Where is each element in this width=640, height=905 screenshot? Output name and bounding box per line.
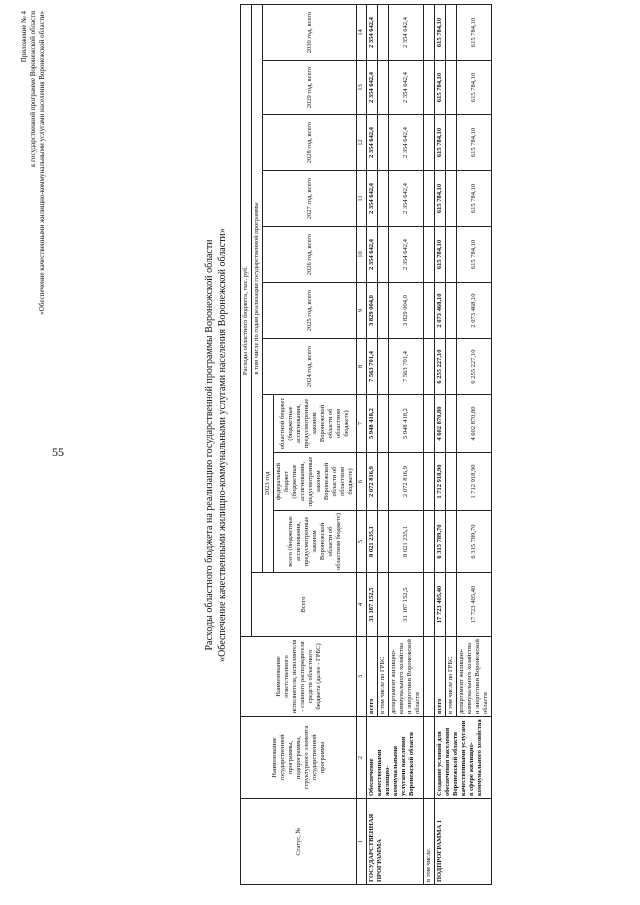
value-cell: 5 948 418,2 xyxy=(367,395,378,453)
in-that-label: в том числе: xyxy=(424,799,435,885)
value-cell: 2 072 816,9 xyxy=(367,453,378,511)
col-index: 12 xyxy=(357,115,367,171)
value-cell: 2 354 642,4 xyxy=(389,115,424,171)
value-cell: 615 784,10 xyxy=(457,227,492,283)
sp1-department-label: департамент жилищно-коммунального хозяйства и энергетики Воронежской области xyxy=(457,637,492,717)
value-cell: 4 602 870,80 xyxy=(457,395,492,453)
col-index: 11 xyxy=(357,171,367,227)
value-cell: 3 829 004,0 xyxy=(367,283,378,339)
value-cell: 2 073 468,10 xyxy=(435,283,446,339)
header-2029: 2029 год, всего xyxy=(263,61,357,115)
value-cell: 2 354 642,4 xyxy=(367,61,378,115)
appendix-number: Приложение № 4 xyxy=(20,11,28,63)
gp-grbs-label: в том числе по ГРБС xyxy=(378,637,389,717)
value-cell: 615 784,10 xyxy=(457,5,492,61)
gp-department-label: департамент жилищно-коммунального хозяйства и энергетики Воронежской области xyxy=(389,637,424,717)
col-index: 7 xyxy=(357,395,367,453)
expenses-table xyxy=(240,4,492,885)
value-cell: 6 255 227,10 xyxy=(457,339,492,395)
col-index: 9 xyxy=(357,283,367,339)
col-index: 13 xyxy=(357,61,367,115)
gp-name: Обеспечение качественными жилищно-коммунальными услугами населения Воронежской области xyxy=(367,717,424,799)
header-2023-federal: федеральный бюджет (бюджетные ассигнования, предусмотренные законом Воронежской области об областном бюджете) xyxy=(274,453,357,511)
title-line-1: Расходы областного бюджета на реализацию государственной программы Воронежской области xyxy=(204,239,215,651)
value-cell: 615 784,10 xyxy=(457,115,492,171)
value-cell: 1 712 918,90 xyxy=(457,453,492,511)
value-cell: 2 073 468,10 xyxy=(457,283,492,339)
value-cell: 31 187 152,5 xyxy=(367,573,378,637)
sp1-status: ПОДПРОГРАММА 1 xyxy=(435,799,492,885)
header-name: Наименование государственной программы, подпрограммы, структурного элемента государственной программы xyxy=(241,717,357,799)
sp1-total-label: всего xyxy=(435,637,446,717)
col-index: 5 xyxy=(357,511,367,573)
value-cell: 615 784,10 xyxy=(435,171,446,227)
table-row xyxy=(424,5,435,885)
header-by-years: в том числе по годам реализации государственной программы xyxy=(252,5,263,573)
header-2028: 2028 год, всего xyxy=(263,115,357,171)
table-row xyxy=(435,5,446,885)
header-2030: 2030 год, всего xyxy=(263,5,357,61)
appendix-note xyxy=(20,11,47,315)
value-cell: 2 354 642,4 xyxy=(389,61,424,115)
value-cell: 615 784,10 xyxy=(435,5,446,61)
column-index-row xyxy=(357,5,367,885)
sp1-grbs-label: в том числе по ГРБС xyxy=(446,637,457,717)
col-index: 1 xyxy=(357,799,367,885)
col-index: 10 xyxy=(357,227,367,283)
value-cell: 31 187 152,5 xyxy=(389,573,424,637)
appendix-program-ref: к государственной программе Воронежской области xyxy=(29,11,37,168)
value-cell: 6 315 789,70 xyxy=(435,511,446,573)
value-cell: 8 021 235,1 xyxy=(367,511,378,573)
header-2023-total: всего (бюджетные ассигнования, предусмотренные законом Воронежской области об областном бюджете) xyxy=(274,511,357,573)
value-cell: 2 354 642,4 xyxy=(389,171,424,227)
header-expenses: Расходы областного бюджета, тыс. руб. xyxy=(241,5,252,637)
value-cell: 615 784,10 xyxy=(457,61,492,115)
value-cell: 3 829 004,0 xyxy=(389,283,424,339)
value-cell: 615 784,10 xyxy=(457,171,492,227)
page-number: 55 xyxy=(52,445,64,459)
col-index: 8 xyxy=(357,339,367,395)
header-status: Статус, № xyxy=(241,799,357,885)
value-cell: 2 354 642,4 xyxy=(389,227,424,283)
value-cell: 17 723 405,40 xyxy=(457,573,492,637)
header-2024: 2024 год, всего xyxy=(263,339,357,395)
sp1-name: Создание условий для обеспечения населения Воронежской области качественными услугами в сфере жилищно-коммунального хозяйства xyxy=(435,717,492,799)
gp-total-label: всего xyxy=(367,637,378,717)
col-index: 3 xyxy=(357,637,367,717)
value-cell: 615 784,10 xyxy=(435,61,446,115)
value-cell: 6 255 227,10 xyxy=(435,339,446,395)
value-cell: 615 784,10 xyxy=(435,227,446,283)
value-cell: 6 315 789,70 xyxy=(457,511,492,573)
table-row xyxy=(367,5,378,885)
value-cell: 2 354 642,4 xyxy=(367,171,378,227)
header-2026: 2026 год, всего xyxy=(263,227,357,283)
rotated-page-content xyxy=(20,5,620,885)
value-cell: 2 354 642,4 xyxy=(367,115,378,171)
value-cell: 2 072 816,9 xyxy=(389,453,424,511)
header-2027: 2027 год, всего xyxy=(263,171,357,227)
value-cell: 7 563 701,4 xyxy=(367,339,378,395)
gp-status: ГОСУДАРСТВЕННАЯ ПРОГРАММА xyxy=(367,799,424,885)
col-index: 4 xyxy=(357,573,367,637)
value-cell: 1 712 918,90 xyxy=(435,453,446,511)
value-cell: 2 354 642,4 xyxy=(367,227,378,283)
col-index: 6 xyxy=(357,453,367,511)
col-index: 2 xyxy=(357,717,367,799)
value-cell: 4 602 870,80 xyxy=(435,395,446,453)
value-cell: 615 784,10 xyxy=(435,115,446,171)
header-2023: 2023 год xyxy=(263,395,274,573)
value-cell: 8 021 235,1 xyxy=(389,511,424,573)
value-cell: 5 948 418,2 xyxy=(389,395,424,453)
header-2025: 2025 год, всего xyxy=(263,283,357,339)
title-line-2: «Обеспечение качественными жилищно-коммунальными услугами населения Воронежской области» xyxy=(217,228,228,662)
header-executor: Наименование ответственного исполнителя, исполнителя - главного распорядителя средств областного бюджета (далее - ГРБС) xyxy=(241,637,357,717)
header-total: Всего xyxy=(252,573,357,637)
document-title xyxy=(203,5,229,885)
value-cell: 2 354 642,4 xyxy=(389,5,424,61)
header-2023-regional: областной бюджет (бюджетные ассигнования, предусмотренные законом Воронежской области об областном бюджете) xyxy=(274,395,357,453)
value-cell: 2 354 642,4 xyxy=(367,5,378,61)
value-cell: 17 723 405,40 xyxy=(435,573,446,637)
col-index: 14 xyxy=(357,5,367,61)
appendix-program-name: «Обеспечение качественными жилищно-коммунальными услугами населения Воронежской области» xyxy=(38,11,46,315)
value-cell: 7 563 701,4 xyxy=(389,339,424,395)
